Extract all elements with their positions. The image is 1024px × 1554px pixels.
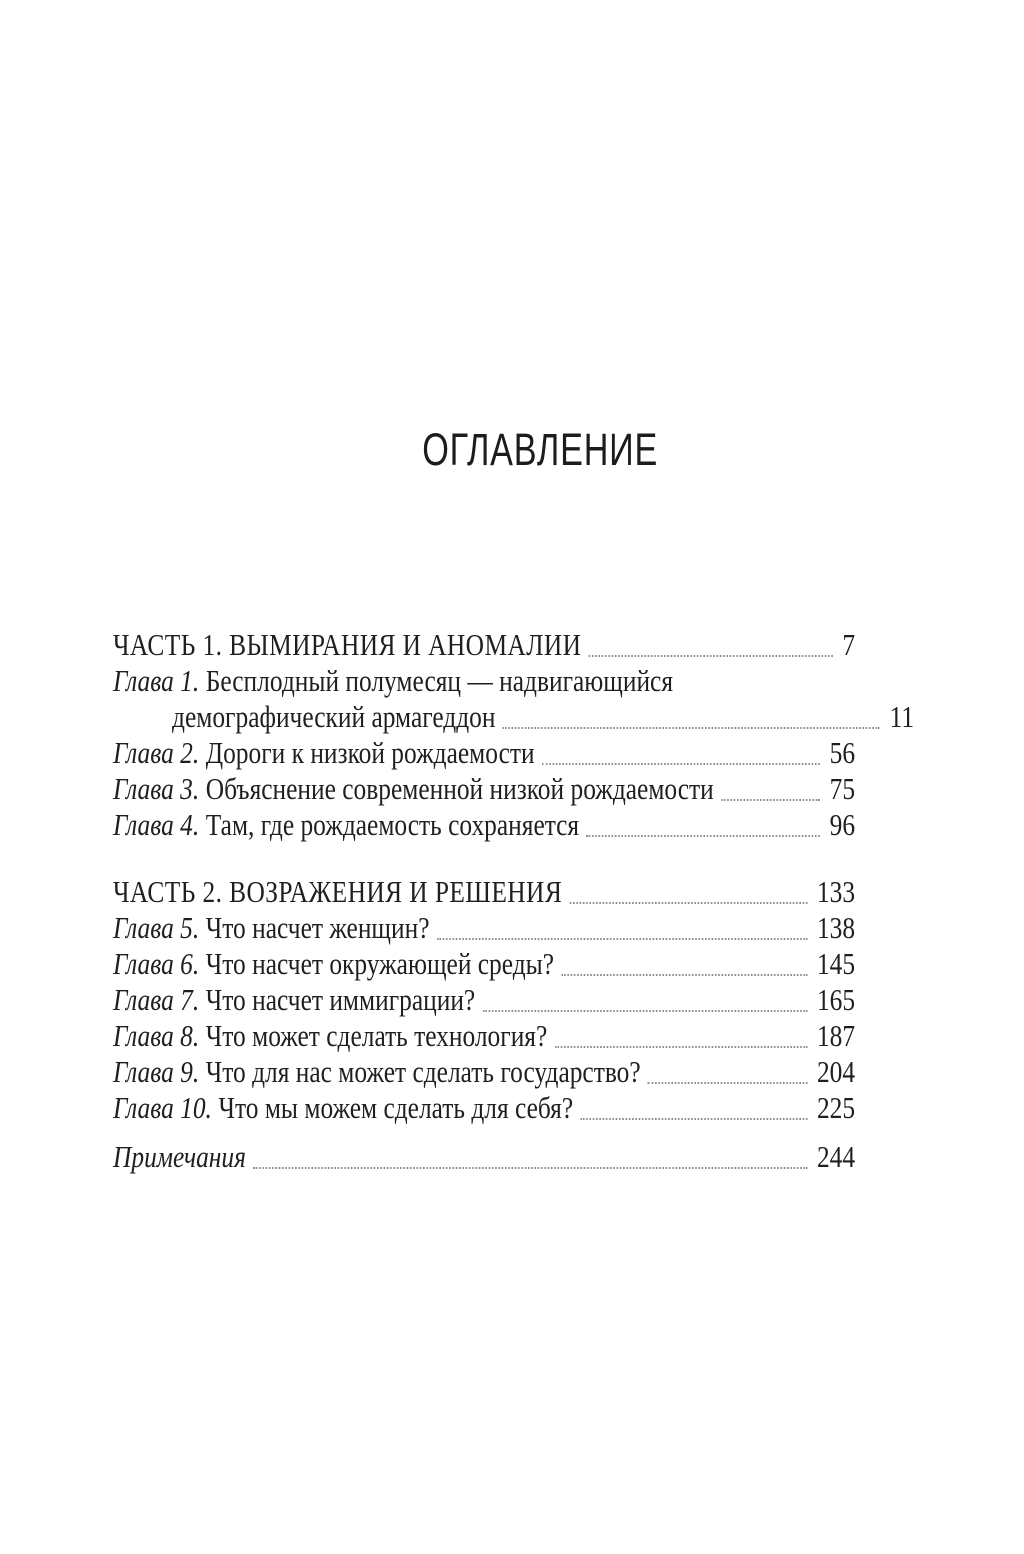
toc-part-1-row <box>113 627 855 663</box>
notes-label: Примечания <box>113 1139 246 1174</box>
chapter-9-prefix: Глава 9. <box>113 1054 200 1089</box>
toc-chapter-8-row <box>113 1018 855 1054</box>
chapter-1-prefix: Глава 1. <box>113 663 200 698</box>
toc-chapter-3-row <box>113 771 855 807</box>
dot-leader <box>721 799 820 801</box>
toc-chapter-2-row <box>113 735 855 771</box>
toc-chapter-10-row <box>113 1090 855 1126</box>
chapter-7-prefix: Глава 7. <box>113 982 200 1017</box>
toc-chapter-7-row <box>113 982 855 1018</box>
toc-chapter-1-row-line-2 <box>113 699 914 735</box>
chapter-9-page-number: 204 <box>816 1054 856 1089</box>
part-2-label: ЧАСТЬ 2. ВОЗРАЖЕНИЯ И РЕШЕНИЯ <box>113 874 563 909</box>
chapter-9-title: Что для нас может сделать государство? <box>205 1054 641 1089</box>
chapter-6-prefix: Глава 6. <box>113 946 200 981</box>
chapter-7-page-number: 165 <box>816 982 856 1017</box>
chapter-6-page-number: 145 <box>816 946 856 981</box>
dot-leader <box>586 835 819 837</box>
page-title <box>0 0 968 475</box>
chapter-1-title-line-1: Бесплодный полумесяц — надвигающийся <box>205 663 674 698</box>
table-of-contents <box>113 627 915 1175</box>
chapter-4-page-number: 96 <box>829 807 856 842</box>
chapter-1-title-line-2: демографический армагеддон <box>172 699 496 734</box>
dot-leader <box>542 763 820 765</box>
chapter-8-prefix: Глава 8. <box>113 1018 200 1053</box>
dot-leader <box>555 1046 807 1048</box>
chapter-4-title: Там, где рождаемость сохраняется <box>205 807 580 842</box>
chapter-4-prefix: Глава 4. <box>113 807 200 842</box>
chapter-8-title: Что может сделать технология? <box>205 1018 548 1053</box>
toc-chapter-6-row <box>113 946 855 982</box>
chapter-2-prefix: Глава 2. <box>113 735 200 770</box>
toc-chapter-9-row <box>113 1054 855 1090</box>
dot-leader <box>648 1082 807 1084</box>
chapter-8-page-number: 187 <box>816 1018 856 1053</box>
chapter-3-title: Объяснение современной низкой рождаемости <box>205 771 714 806</box>
chapter-3-prefix: Глава 3. <box>113 771 200 806</box>
toc-chapter-4-row <box>113 807 855 843</box>
toc-chapter-5-row <box>113 910 855 946</box>
chapter-6-title: Что насчет окружающей среды? <box>205 946 555 981</box>
part-2-page-number: 133 <box>816 874 856 909</box>
dot-leader <box>589 655 833 657</box>
dot-leader <box>581 1118 808 1120</box>
notes-page-number: 244 <box>816 1139 856 1174</box>
chapter-2-title: Дороги к низкой рождаемости <box>205 735 535 770</box>
chapter-5-title: Что насчет женщин? <box>205 910 430 945</box>
part-1-label: ЧАСТЬ 1. ВЫМИРАНИЯ И АНОМАЛИИ <box>113 627 582 662</box>
dot-leader <box>503 727 880 729</box>
dot-leader <box>483 1010 808 1012</box>
chapter-5-prefix: Глава 5. <box>113 910 200 945</box>
chapter-7-title: Что насчет иммиграции? <box>205 982 476 1017</box>
chapter-5-page-number: 138 <box>816 910 856 945</box>
chapter-3-page-number: 75 <box>829 771 856 806</box>
chapter-10-page-number: 225 <box>816 1090 856 1125</box>
page-title-text: ОГЛАВЛЕНИЕ <box>422 424 659 475</box>
chapter-10-prefix: Глава 10. <box>113 1090 212 1125</box>
chapter-2-page-number: 56 <box>829 735 856 770</box>
toc-part-2-row <box>113 874 855 910</box>
dot-leader <box>570 902 808 904</box>
part-1-page-number: 7 <box>842 627 856 662</box>
chapter-1-page-number: 11 <box>889 699 915 734</box>
toc-notes-row <box>113 1139 855 1175</box>
dot-leader <box>561 974 807 976</box>
chapter-10-title: Что мы можем сделать для себя? <box>218 1090 574 1125</box>
dot-leader <box>253 1167 807 1169</box>
toc-chapter-1-row-line-1 <box>113 663 855 699</box>
dot-leader <box>437 938 807 940</box>
